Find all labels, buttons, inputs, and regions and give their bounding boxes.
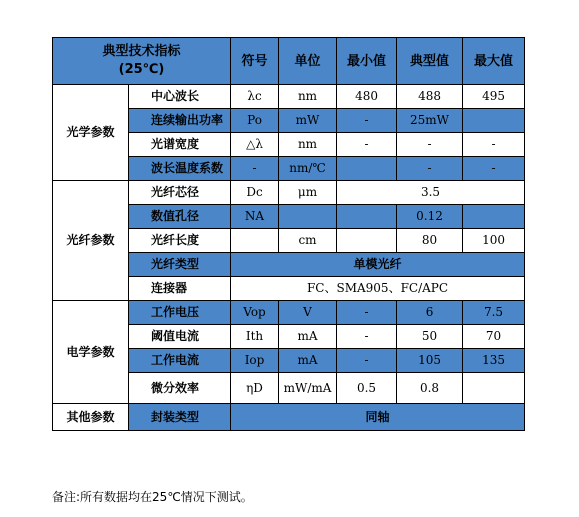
param-name: 连续输出功率 (129, 109, 231, 133)
header-unit: 单位 (279, 38, 337, 85)
param-unit: mW/mA (279, 373, 337, 404)
param-symbol: NA (231, 205, 279, 229)
param-symbol: - (231, 157, 279, 181)
param-typ: 25mW (397, 109, 463, 133)
param-max: - (463, 157, 525, 181)
header-symbol: 符号 (231, 38, 279, 85)
param-value-span: 单模光纤 (231, 253, 525, 277)
category-other: 其他参数 (53, 404, 129, 431)
category-electrical: 电学参数 (53, 301, 129, 404)
category-fiber: 光纤参数 (53, 181, 129, 301)
param-name: 数值孔径 (129, 205, 231, 229)
param-max (463, 109, 525, 133)
param-name: 连接器 (129, 277, 231, 301)
param-max: 495 (463, 85, 525, 109)
spec-table (52, 37, 525, 431)
header-row (53, 38, 525, 85)
param-typ: 50 (397, 325, 463, 349)
param-symbol (231, 229, 279, 253)
table-row (53, 85, 525, 109)
param-name: 光纤类型 (129, 253, 231, 277)
param-name: 波长温度系数 (129, 157, 231, 181)
param-typ: 105 (397, 349, 463, 373)
param-unit: nm/℃ (279, 157, 337, 181)
param-unit: V (279, 301, 337, 325)
param-symbol: Ith (231, 325, 279, 349)
header-typ: 典型值 (397, 38, 463, 85)
param-max (463, 373, 525, 404)
param-max: 70 (463, 325, 525, 349)
param-min: - (337, 301, 397, 325)
table-row (53, 181, 525, 205)
param-symbol: Vop (231, 301, 279, 325)
param-min: - (337, 325, 397, 349)
param-value-span: FC、SMA905、FC/APC (231, 277, 525, 301)
param-max: 135 (463, 349, 525, 373)
param-unit: mW (279, 109, 337, 133)
param-typ: 80 (397, 229, 463, 253)
param-min (337, 157, 397, 181)
param-max (463, 205, 525, 229)
param-name: 中心波长 (129, 85, 231, 109)
param-typ: 0.12 (397, 205, 463, 229)
param-min (337, 205, 397, 229)
footnote: 备注:所有数据均在25℃情况下测试。 (52, 490, 253, 504)
param-max: 7.5 (463, 301, 525, 325)
param-typ: 6 (397, 301, 463, 325)
param-symbol: λc (231, 85, 279, 109)
param-symbol: Po (231, 109, 279, 133)
param-symbol: Dc (231, 181, 279, 205)
header-max: 最大值 (463, 38, 525, 85)
param-name: 微分效率 (129, 373, 231, 404)
param-typ: 488 (397, 85, 463, 109)
param-unit: nm (279, 133, 337, 157)
param-name: 光纤芯径 (129, 181, 231, 205)
param-value-span: 同轴 (231, 404, 525, 431)
header-title: 典型技术指标 (25℃) (53, 38, 231, 85)
param-min: - (337, 109, 397, 133)
param-max: 100 (463, 229, 525, 253)
table-row (53, 404, 525, 431)
param-unit: mA (279, 349, 337, 373)
param-min (337, 229, 397, 253)
param-max: - (463, 133, 525, 157)
param-min: - (337, 349, 397, 373)
param-min: 480 (337, 85, 397, 109)
param-min: 0.5 (337, 373, 397, 404)
param-unit: mA (279, 325, 337, 349)
param-name: 阈值电流 (129, 325, 231, 349)
param-unit: cm (279, 229, 337, 253)
param-unit (279, 205, 337, 229)
param-symbol: Iop (231, 349, 279, 373)
param-typ: - (397, 133, 463, 157)
category-optical: 光学参数 (53, 85, 129, 181)
table-row (53, 301, 525, 325)
param-symbol: △λ (231, 133, 279, 157)
param-name: 工作电压 (129, 301, 231, 325)
param-symbol: ηD (231, 373, 279, 404)
param-name: 光纤长度 (129, 229, 231, 253)
param-typ: 0.8 (397, 373, 463, 404)
param-unit: nm (279, 85, 337, 109)
param-unit: μm (279, 181, 337, 205)
param-name: 封装类型 (129, 404, 231, 431)
header-min: 最小值 (337, 38, 397, 85)
param-min: - (337, 133, 397, 157)
param-name: 光谱宽度 (129, 133, 231, 157)
param-typ: - (397, 157, 463, 181)
param-name: 工作电流 (129, 349, 231, 373)
param-value-span: 3.5 (337, 181, 525, 205)
